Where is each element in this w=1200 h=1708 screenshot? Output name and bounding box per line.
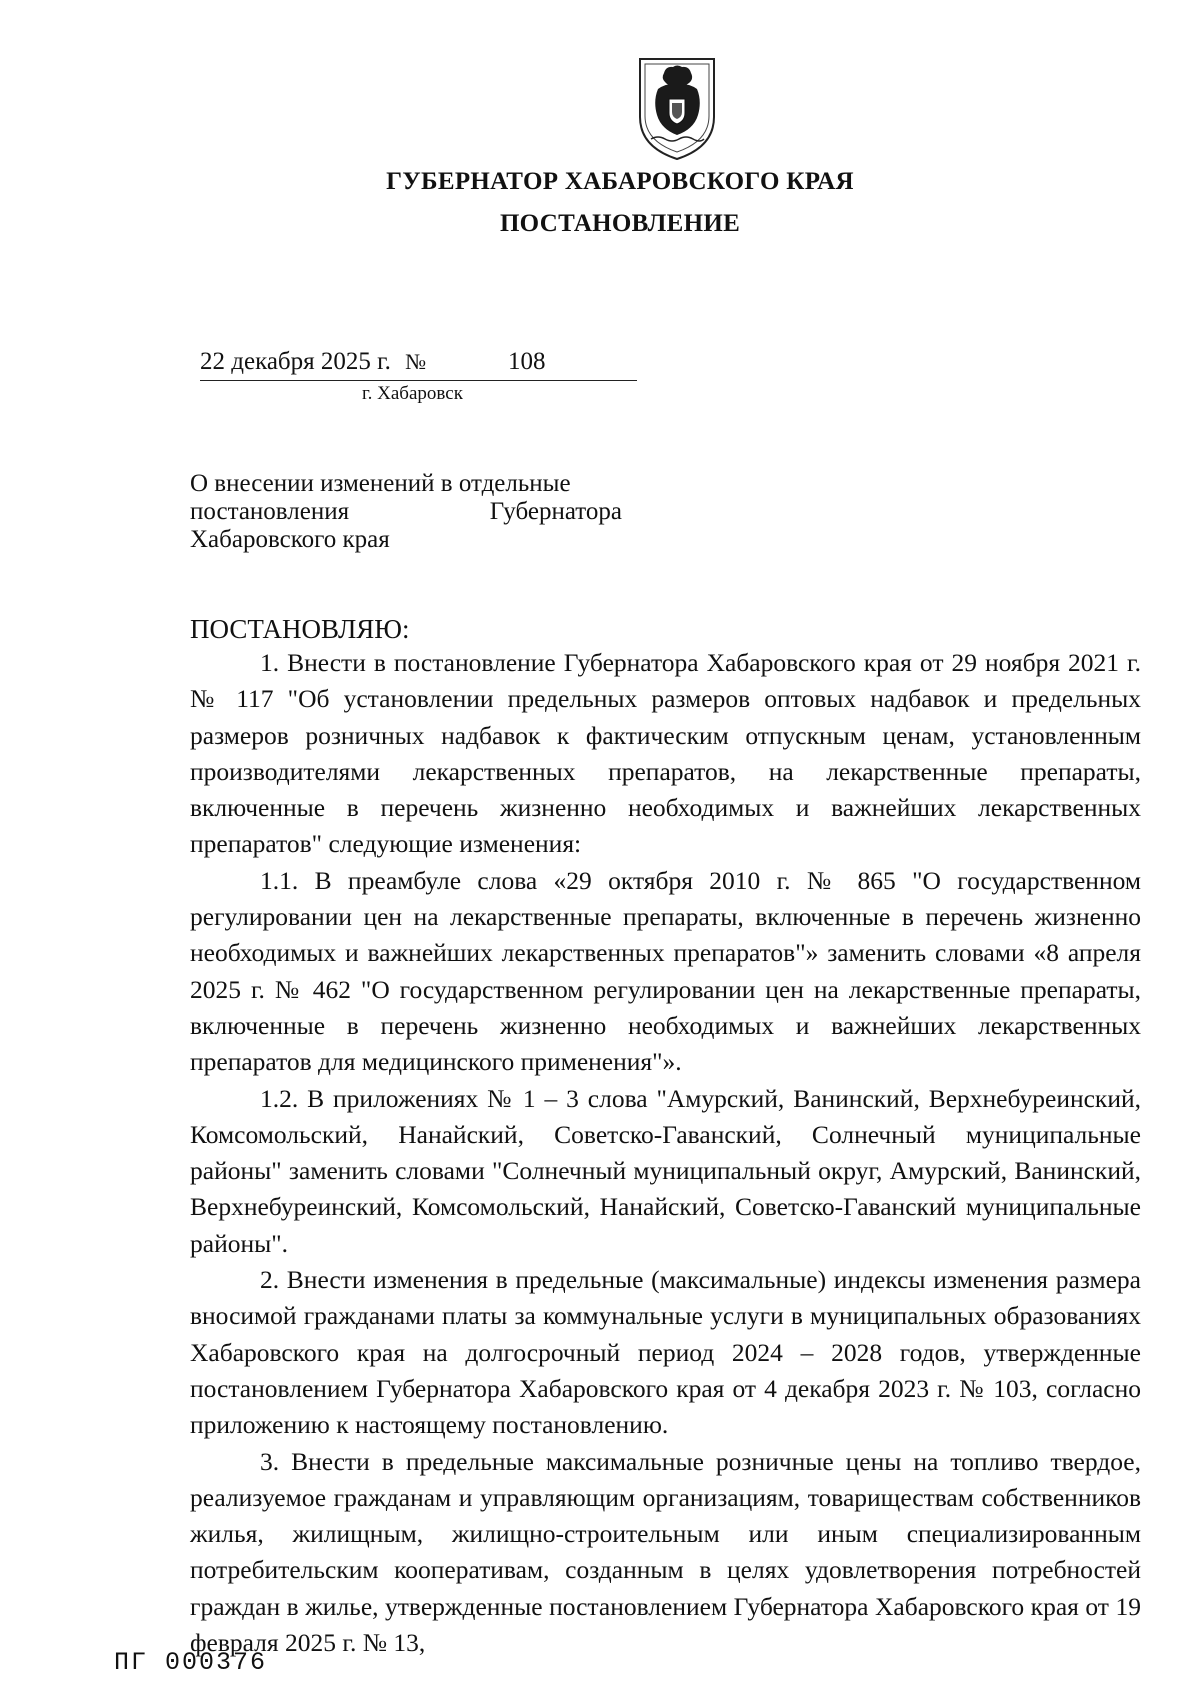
date-underline [200,380,637,381]
subject-line-2: постановления Губернатора [190,498,622,525]
document-subject [190,470,622,554]
document-number: 108 [508,348,546,375]
paragraph-3: 3. Внести в предельные максимальные розничные цены на топливо твердое, реализуемое гражданам и управляющим организациям, товариществам собственников жилья, жилищным, жилищно-строительным или иным специализированным потребительским кооперативам, созданным в целях удовлетворения потребностей граждан в жилье, утвержденные постановлением Губернатора Хабаровского края от 19 февраля 2025 г. № 13, [190,1446,1141,1658]
issuing-authority: ГУБЕРНАТОР ХАБАРОВСКОГО КРАЯ [386,168,854,195]
paragraph-1-2: 1.2. В приложениях № 1 – 3 слова "Амурский, Ванинский, Верхнебуреинский, Комсомольский, Нанайский, Советско-Гаванский, Солнечный муниципальные районы" заменить словами "Солнечный муниципальный округ, Амурский, Ванинский, Верхнебуреинский, Комсомольский, Нанайский, Советско-Гаванский муниципальные районы". [190,1083,1141,1258]
subject-line-3: Хабаровского края [190,526,390,553]
paragraph-1-1: 1.1. В преамбуле слова «29 октября 2010 г. № 865 "О государственном регулировании цен на лекарственные препараты, включенные в перечень жизненно необходимых и важнейших лекарственных препаратов"» заменить словами «8 апреля 2025 г. № 462 "О государственном регулировании цен на лекарственные препараты, включенные в перечень жизненно необходимых и важнейших лекарственных препаратов для медицинского применения"». [190,865,1141,1077]
paragraph-2: 2. Внести изменения в предельные (максимальные) индексы изменения размера вносимой гражданами платы за коммунальные услуги в муниципальных образованиях Хабаровского края на долгосрочный период 2024 – 2028 годов, утвержденные постановлением Губернатора Хабаровского края от 4 декабря 2023 г. № 103, согласно приложению к настоящему постановлению. [190,1265,1141,1440]
subject-line-1: О внесении изменений в отдельные [190,470,571,497]
document-date: 22 декабря 2025 г. [200,348,391,375]
decree-word: ПОСТАНОВЛЯЮ: [190,614,410,644]
document-body [190,645,1141,1661]
document-date-line [200,348,546,376]
coat-of-arms-icon [636,55,718,163]
issuing-city: г. Хабаровск [362,383,463,404]
paragraph-1: 1. Внести в постановление Губернатора Хабаровского края от 29 ноября 2021 г. № 117 "Об установлении предельных размеров оптовых надбавок и предельных размеров розничных надбавок к фактическим отпускным ценам, установленным производителями лекарственных препаратов, на лекарственные препараты, включенные в перечень жизненно необходимых и важнейших лекарственных препаратов" следующие изменения: [190,648,1141,859]
form-serial-number: ПГ 000376 [114,1648,268,1677]
document-type-heading: ПОСТАНОВЛЕНИЕ [499,210,741,237]
number-sign: № [405,349,427,374]
